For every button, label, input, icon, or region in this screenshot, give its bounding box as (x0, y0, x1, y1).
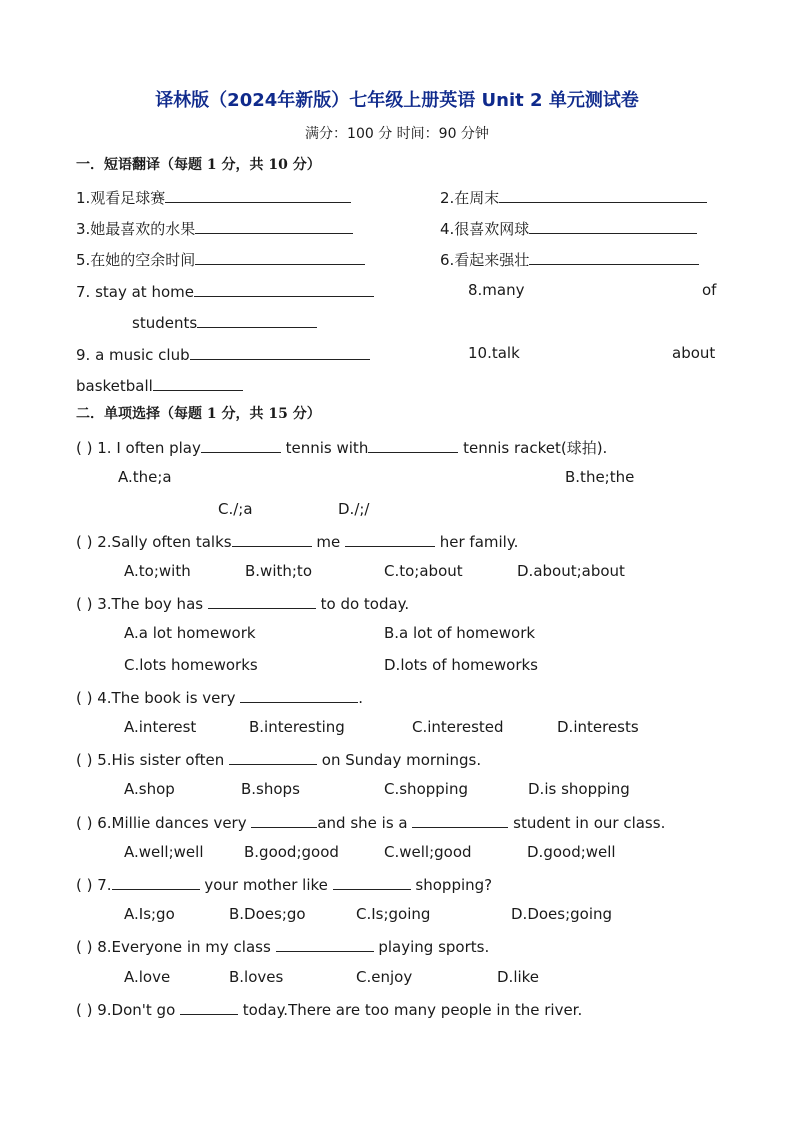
answer-blank[interactable] (153, 374, 243, 391)
option-d[interactable]: D.Does;going (511, 905, 613, 923)
option-d[interactable]: D.about;about (517, 562, 625, 580)
stem-text: tennis racket(球拍). (458, 439, 608, 457)
option-d[interactable]: D.good;well (527, 843, 616, 861)
stem-text: . (358, 689, 363, 707)
option-b[interactable]: B.Does;go (229, 905, 306, 923)
answer-blank[interactable] (276, 935, 374, 952)
stem-text: your mother like (199, 876, 333, 894)
option-a[interactable]: A.Is;go (124, 905, 175, 923)
question-text: basketball (76, 377, 153, 395)
question-item (132, 311, 317, 333)
question-stem (76, 873, 492, 895)
question-stem (76, 998, 582, 1020)
stem-text: today.There are too many people in the river. (238, 1001, 583, 1019)
question-text: 5.在她的空余时间 (76, 251, 196, 269)
option-a[interactable]: A.love (124, 968, 171, 986)
option-a[interactable]: A.well;well (124, 843, 204, 861)
option-d[interactable]: D.is shopping (528, 780, 630, 798)
question-text: 3.她最喜欢的水果 (76, 220, 196, 238)
stem-text: ( ) 2.Sally often talks (76, 533, 232, 551)
option-a[interactable]: A.to;with (124, 562, 191, 580)
question-item (76, 343, 370, 365)
answer-blank[interactable] (333, 873, 411, 890)
answer-blank[interactable] (412, 811, 508, 828)
answer-blank[interactable] (195, 217, 353, 234)
option-c[interactable]: C.well;good (384, 843, 472, 861)
answer-blank[interactable] (232, 530, 312, 547)
stem-text: playing sports. (373, 938, 490, 956)
question-stem (76, 811, 665, 833)
stem-text: ( ) 9.Don't go (76, 1001, 181, 1019)
stem-text: student in our class. (508, 814, 666, 832)
question-text: 10.talk (468, 344, 520, 362)
question-stem (76, 592, 409, 614)
answer-blank[interactable] (190, 343, 370, 360)
stem-text: ( ) 6.Millie dances very (76, 814, 252, 832)
option-a[interactable]: A.a lot homework (124, 624, 256, 642)
stem-text: ( ) 1. I often play (76, 439, 201, 457)
question-text: 2.在周末 (440, 189, 500, 207)
answer-blank[interactable] (112, 873, 200, 890)
option-d[interactable]: D.like (497, 968, 540, 986)
answer-blank[interactable] (180, 998, 238, 1015)
option-c[interactable]: C.Is;going (356, 905, 431, 923)
question-text: 4.很喜欢网球 (440, 220, 530, 238)
option-c[interactable]: C.to;about (384, 562, 463, 580)
question-stem (76, 686, 363, 708)
answer-blank[interactable] (240, 686, 358, 703)
option-c[interactable]: C.shopping (384, 780, 468, 798)
answer-blank[interactable] (499, 186, 707, 203)
option-b[interactable]: B.loves (229, 968, 284, 986)
option-d[interactable]: D.lots of homeworks (384, 656, 538, 674)
stem-text: ( ) 5.His sister often (76, 751, 230, 769)
option-b[interactable]: B.good;good (244, 843, 339, 861)
answer-blank[interactable] (251, 811, 317, 828)
option-b[interactable]: B.a lot of homework (384, 624, 536, 642)
option-a[interactable]: A.the;a (118, 468, 172, 486)
score-time-info: 满分：100 分 时间：90 分钟 (305, 126, 489, 142)
option-b[interactable]: B.interesting (249, 718, 345, 736)
question-text: 6.看起来强壮 (440, 251, 530, 269)
question-stem (76, 935, 489, 957)
option-d[interactable]: D./;/ (338, 500, 370, 518)
question-item (440, 217, 697, 239)
question-item (440, 186, 707, 208)
question-text: 1.观看足球赛 (76, 189, 166, 207)
option-d[interactable]: D.interests (557, 718, 639, 736)
question-item (76, 217, 353, 239)
question-item (76, 374, 243, 396)
answer-blank[interactable] (201, 436, 281, 453)
stem-text: ( ) 4.The book is very (76, 689, 241, 707)
option-b[interactable]: B.shops (241, 780, 300, 798)
stem-text: ( ) 3.The boy has (76, 595, 208, 613)
option-c[interactable]: C.enjoy (356, 968, 413, 986)
answer-blank[interactable] (165, 186, 351, 203)
stem-text: ( ) 7. (76, 876, 112, 894)
answer-blank[interactable] (195, 248, 365, 265)
option-c[interactable]: C.lots homeworks (124, 656, 258, 674)
stem-text: to do today. (315, 595, 410, 613)
answer-blank[interactable] (345, 530, 435, 547)
question-text: 8.many (468, 281, 525, 299)
answer-blank[interactable] (197, 311, 317, 328)
question-stem (76, 436, 607, 458)
stem-text: shopping? (410, 876, 493, 894)
question-stem (76, 530, 518, 552)
option-c[interactable]: C./;a (218, 500, 253, 518)
option-a[interactable]: A.shop (124, 780, 175, 798)
question-stem (76, 748, 481, 770)
answer-blank[interactable] (529, 217, 697, 234)
stem-text: and she is a (317, 814, 413, 832)
option-c[interactable]: C.interested (412, 718, 504, 736)
section-heading-translation: 一．短语翻译（每题 1 分，共 10 分） (76, 157, 321, 173)
stem-text: me (311, 533, 345, 551)
page-title: 译林版（2024年新版）七年级上册英语 Unit 2 单元测试卷 (155, 90, 639, 111)
answer-blank[interactable] (229, 748, 317, 765)
question-item (76, 186, 351, 208)
question-text: about (672, 344, 716, 362)
option-a[interactable]: A.interest (124, 718, 197, 736)
question-text: of (702, 281, 717, 299)
option-b[interactable]: B.with;to (245, 562, 312, 580)
question-item (440, 248, 699, 270)
question-item (76, 280, 374, 302)
answer-blank[interactable] (368, 436, 458, 453)
question-text: students (132, 314, 198, 332)
question-text: 7. stay at home (76, 283, 194, 301)
section-heading-multiple-choice: 二．单项选择（每题 1 分，共 15 分） (76, 406, 321, 422)
answer-blank[interactable] (194, 280, 374, 297)
stem-text: ( ) 8.Everyone in my class (76, 938, 276, 956)
question-text: 9. a music club (76, 346, 190, 364)
answer-blank[interactable] (208, 592, 316, 609)
option-b[interactable]: B.the;the (565, 468, 635, 486)
stem-text: tennis with (280, 439, 369, 457)
stem-text: on Sunday mornings. (317, 751, 482, 769)
question-item (76, 248, 365, 270)
stem-text: her family. (434, 533, 519, 551)
answer-blank[interactable] (529, 248, 699, 265)
